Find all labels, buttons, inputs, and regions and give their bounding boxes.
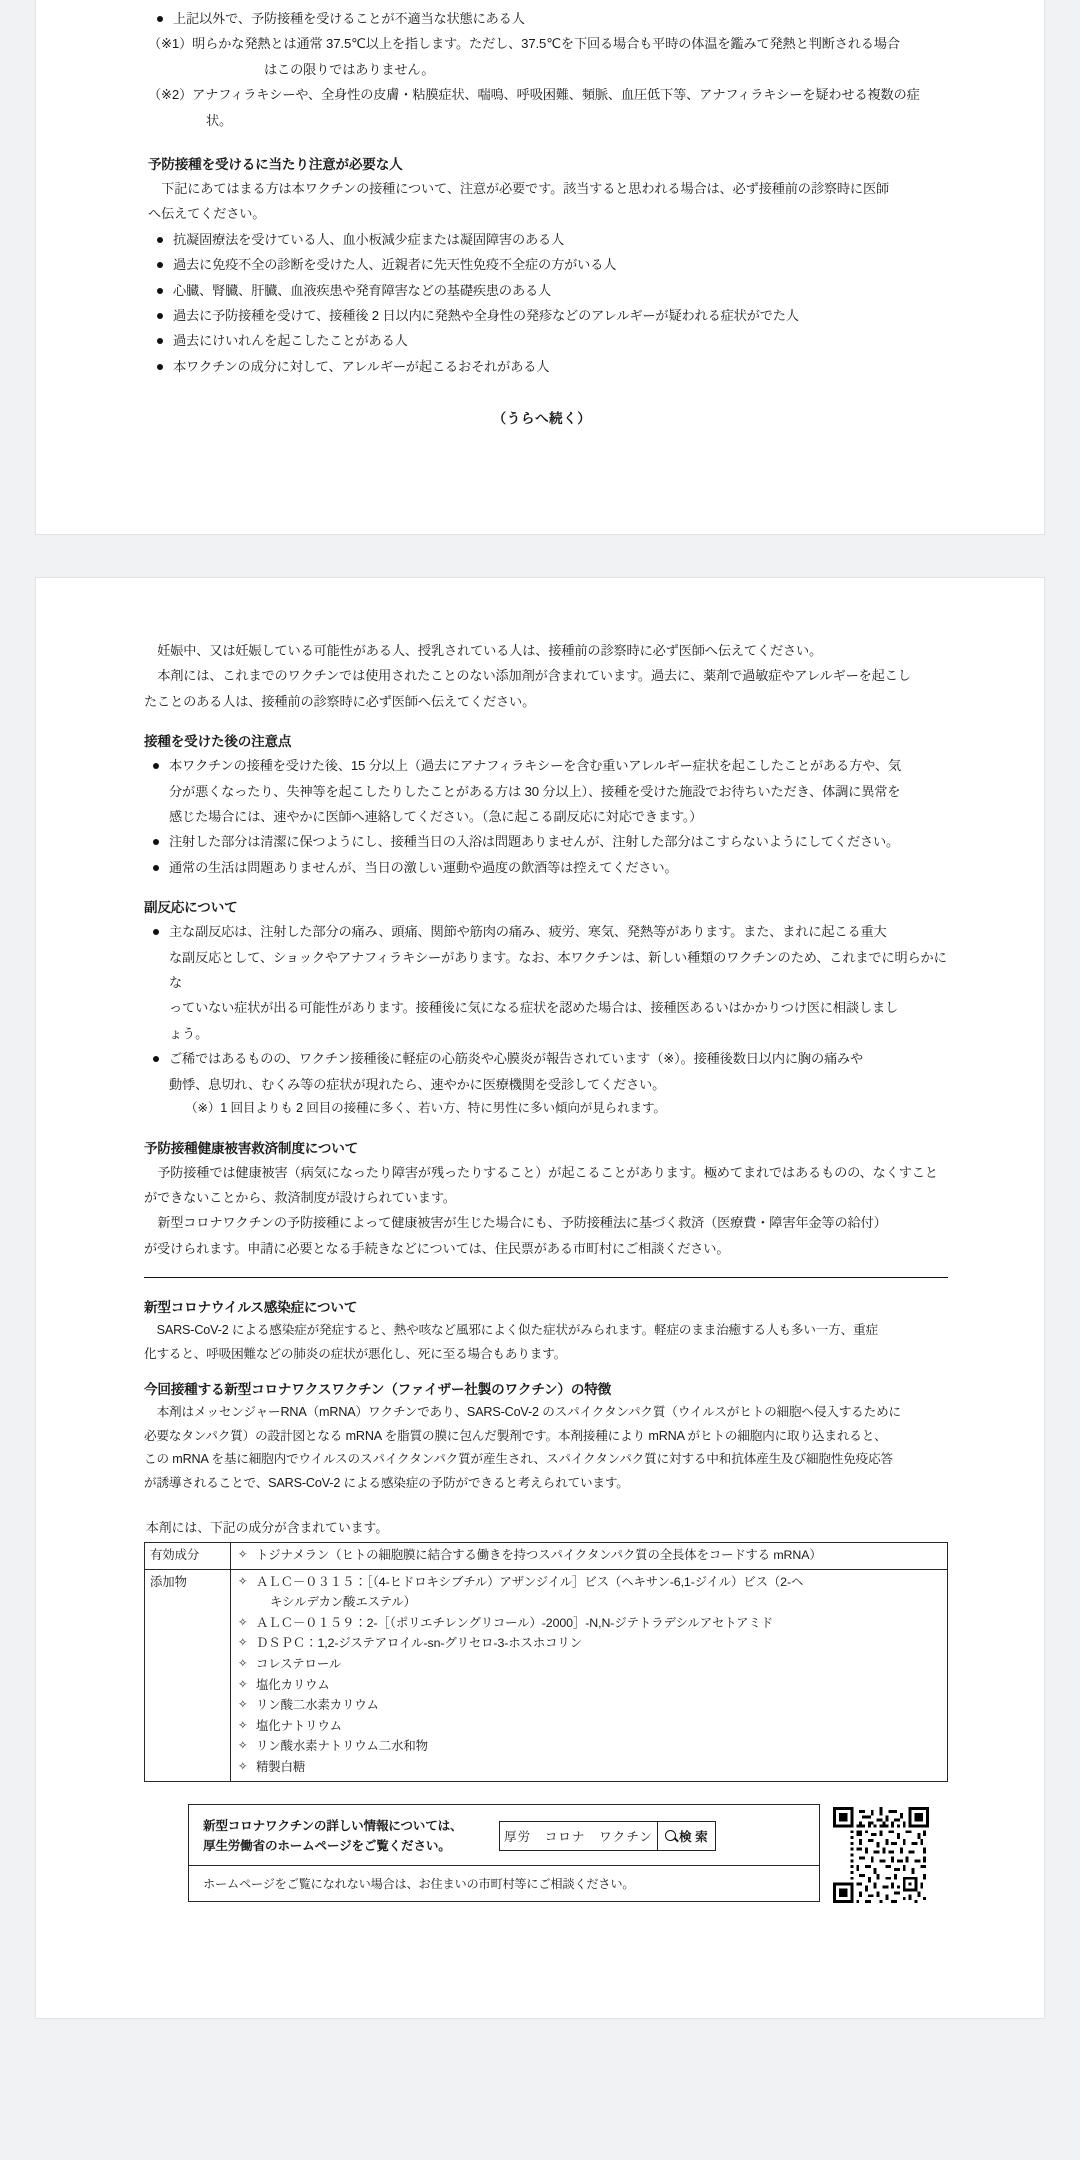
ingredient-item xyxy=(237,1613,943,1634)
list-item xyxy=(148,252,936,277)
ingredient-text: リン酸二水素カリウム xyxy=(256,1698,379,1713)
unsuitable-condition-list xyxy=(148,6,936,31)
ingredient-item xyxy=(237,1716,943,1737)
ingredient-item xyxy=(237,1654,943,1675)
table-row xyxy=(145,1543,948,1569)
list-item-text: 心臓、腎臓、肝臓、血液疾患や発育障害などの基礎疾患のある人 xyxy=(173,282,552,298)
section-heading-about-covid: 新型コロナウイルス感染症について xyxy=(144,1300,358,1316)
table-cell-label: 添加物 xyxy=(145,1569,231,1781)
ingredient-text: 精製白糖 xyxy=(256,1759,306,1774)
ingredient-item: ✧ トジナメラン（ヒトの細胞膜に結合する働きを持つスパイクタンパク質の全長体をコードする mRNA） xyxy=(237,1545,943,1565)
search-input[interactable]: 厚労 コロナ ワクチン xyxy=(500,1822,658,1850)
list-item xyxy=(148,328,936,353)
list-item-text: 本ワクチンの接種を受けた後、15 分以上（過去にアナフィラキシーを含む重いアレルギー症状を起こしたことがある方や、気 xyxy=(169,758,901,774)
document-page-2 xyxy=(36,578,1044,2018)
list-item-text: 感じた場合には、速やかに医師へ連絡してください。（急に起こる副反応に対応できます。） xyxy=(169,809,703,825)
search-widget[interactable] xyxy=(499,1821,716,1851)
list-item-text: 本ワクチンの成分に対して、アレルギーが起こるおそれがある人 xyxy=(173,358,550,374)
ingredient-item xyxy=(237,1695,943,1716)
ingredients-table xyxy=(144,1542,948,1781)
after-vaccination-list xyxy=(144,753,948,880)
about-covid-line-2: 化すると、呼吸困難などの肺炎の症状が悪化し、死に至る場合もあります。 xyxy=(144,1346,567,1361)
continued-overleaf-note: （うらへ続く） xyxy=(492,411,592,427)
footnote-text-line-1: アナフィラキシーや、全身性の皮膚・粘膜症状、喘鳴、呼吸困難、頻脈、血圧低下等、アナフィラキシーを疑わせる複数の症状。 xyxy=(192,87,920,128)
table-cell-value xyxy=(231,1569,948,1781)
list-item-text: 抗凝固療法を受けている人、血小板減少症または凝固障害のある人 xyxy=(173,231,565,247)
list-item xyxy=(148,6,936,31)
footnote-marker: （※2） xyxy=(148,87,193,103)
about-vaccine-line-1: 本剤はメッセンジャーRNA（mRNA）ワクチンであり、SARS-CoV-2 のスパイクタンパク質（ウイルスがヒトの細胞へ侵入するために xyxy=(156,1405,901,1420)
qr-code[interactable] xyxy=(833,1807,929,1903)
list-item-text: 過去に免疫不全の診断を受けた人、近親者に先天性免疫不全症の方がいる人 xyxy=(173,257,617,273)
caution-bullet-list xyxy=(148,227,936,379)
list-item xyxy=(144,753,948,829)
magnifier-icon xyxy=(665,1830,676,1841)
list-item-text: 上記以外で、予防接種を受けることが不適当な状態にある人 xyxy=(173,11,525,26)
page-2-content xyxy=(36,578,1044,1942)
list-item-text: 過去にけいれんを起こしたことがある人 xyxy=(173,333,408,349)
ingredient-text: コレステロール xyxy=(256,1657,342,1671)
list-item xyxy=(148,227,936,252)
page-1-content xyxy=(36,0,1044,427)
table-cell-label: 有効成分 xyxy=(145,1543,231,1569)
list-item xyxy=(148,278,936,303)
list-item-text: 過去に予防接種を受けて、接種後 2 日以内に発熱や全身性の発疹などのアレルギーが疑われる症状がでた人 xyxy=(173,308,799,324)
ministry-info-line-1: 新型コロナワクチンの詳しい情報については、 xyxy=(203,1818,463,1833)
ingredient-text: ＤＳＰＣ：1,2-ジステアロイル-sn-グリセロ-3-ホスホコリン xyxy=(256,1636,583,1651)
ingredient-item xyxy=(237,1757,943,1778)
list-item-text: ょう。 xyxy=(169,1025,209,1041)
ingredients-table-caption: 本剤には、下記の成分が含まれています。 xyxy=(146,1520,389,1536)
list-item-text: 通常の生活は問題ありませんが、当日の激しい運動や過度の飲酒等は控えてください。 xyxy=(169,859,678,875)
ingredient-item xyxy=(237,1736,943,1757)
pregnancy-note-line-2: 本剤には、これまでのワクチンでは使用されたことのない添加剤が含まれています。過去に、薬剤で過敏症やアレルギーを起こし xyxy=(157,668,911,684)
pregnancy-note-line-1: 妊娠中、又は妊娠している可能性がある人、授乳されている人は、接種前の診察時に必ず医師へ伝えてください。 xyxy=(157,643,823,658)
section-heading-after-vaccination: 接種を受けた後の注意点 xyxy=(144,734,292,750)
about-covid-line-1: SARS-CoV-2 による感染症が発症すると、熱や咳など風邪によく似た症状がみられます。軽症のまま治癒する人も多い一方、重症 xyxy=(156,1323,878,1338)
section-heading-caution-needed: 予防接種を受けるに当たり注意が必要な人 xyxy=(148,157,403,173)
list-item xyxy=(144,1046,948,1120)
ministry-info-line-2: 厚生労働省のホームページをご覧ください。 xyxy=(203,1838,451,1853)
list-item xyxy=(144,829,948,854)
list-item-text: 主な副反応は、注射した部分の痛み、頭痛、関節や筋肉の痛み、疲労、寒気、発熱等があります。また、まれに起こる重大 xyxy=(169,924,887,940)
section-heading-relief-system: 予防接種健康被害救済制度について xyxy=(144,1140,359,1156)
section-heading-side-effects: 副反応について xyxy=(144,900,238,916)
table-row xyxy=(145,1569,948,1781)
ingredient-item xyxy=(237,1572,943,1613)
ingredient-item xyxy=(237,1675,943,1696)
list-item xyxy=(148,303,936,328)
list-item xyxy=(144,919,948,1046)
table-cell-value xyxy=(231,1543,948,1569)
list-item xyxy=(148,354,936,379)
list-item xyxy=(144,855,948,880)
ministry-info-top-row xyxy=(189,1805,819,1866)
relief-para-1-line-1: 予防接種では健康被害（病気になったり障害が残ったりすること）が起こることがあります。極めてまれではあるものの、なくすこと xyxy=(157,1164,938,1180)
ingredient-text-cont: キシルデカン酸エステル） xyxy=(270,1595,416,1610)
footnote-text-line-1: 明らかな発熱とは通常 37.5℃以上を指します。ただし、37.5℃を下回る場合も平時の体温を鑑みて発熱と判断される場合 xyxy=(192,36,900,52)
side-effects-list xyxy=(144,919,948,1120)
footnote-2 xyxy=(148,82,936,133)
viewport-bottom-space xyxy=(0,2018,1080,2148)
caution-intro-line-1: 下記にあてはまる方は本ワクチンの接種について、注意が必要です。該当すると思われる場合は、必ず接種前の診察時に医師 xyxy=(161,181,890,197)
section-heading-about-vaccine: 今回接種する新型コロナワクスワクチン（ファイザー社製のワクチン）の特徴 xyxy=(144,1382,612,1398)
ingredient-text: 塩化カリウム xyxy=(256,1677,330,1692)
ingredient-item xyxy=(237,1633,943,1654)
footnote-1 xyxy=(148,31,936,82)
ingredient-text: ＡＬＣ－０１５９：2-［（ポリエチレングリコール）-2000］-N,N-ジテトラデシルアセトアミド xyxy=(256,1615,774,1630)
additives-list xyxy=(237,1572,943,1778)
ministry-info-box xyxy=(188,1804,820,1902)
relief-para-2-line-1: 新型コロナワクチンの予防接種によって健康被害が生じた場合にも、予防接種法に基づく救済（医療費・障害年金等の給付） xyxy=(157,1215,887,1231)
ministry-info-bottom-note: ホームページをご覧になれない場合は、お住まいの市町村等にご相談ください。 xyxy=(203,1876,635,1891)
document-page-1 xyxy=(36,0,1044,534)
caution-intro-line-2: へ伝えてください。 xyxy=(148,206,266,222)
about-vaccine-line-3: この mRNA を基に細胞内でウイルスのスパイクタンパク質が産生され、スパイクタンパク質に対する中和抗体産生及び細胞性免疫応答 xyxy=(144,1452,894,1467)
list-item-text: 分が悪くなったり、失神等を起こしたりしたことがある方は 30 分以上）、接種を受けた施設でお待ちいただき、体調に異常を xyxy=(169,783,901,799)
list-item-text: ご稀ではあるものの、ワクチン接種後に軽症の心筋炎や心膜炎が報告されています（※）。接種後数日以内に胸の痛みや xyxy=(169,1051,864,1067)
ministry-info-text xyxy=(203,1816,493,1856)
search-button[interactable] xyxy=(658,1822,715,1850)
side-effect-subnote: （※）1 回目よりも 2 回目の接種に多く、若い方、特に男性に多い傾向が見られます。 xyxy=(185,1101,666,1116)
ingredient-text: ＡＬＣ－０３１５：［（4-ヒドロキシブチル）アザンジイル］ビス（ヘキサン-6,1-ジイル）ビス（2-ヘ xyxy=(256,1574,804,1589)
pregnancy-note-line-3: たことのある人は、接種前の診察時に必ず医師へ伝えてください。 xyxy=(144,693,536,709)
list-item-text: 動悸、息切れ、むくみ等の症状が現れたら、速やかに医療機関を受診してください。 xyxy=(169,1076,666,1092)
ingredient-text: リン酸水素ナトリウム二水和物 xyxy=(256,1739,428,1754)
footnote-text-line-2: はこの限りではありません。 xyxy=(264,61,435,77)
about-vaccine-line-2: 必要なタンパク質）の設計図となる mRNA を脂質の膜に包んだ製剤です。本剤接種により mRNA がヒトの細胞内に取り込まれると、 xyxy=(144,1428,887,1443)
relief-para-2-line-2: が受けられます。申請に必要となる手続きなどについては、住民票がある市町村にご相談ください。 xyxy=(144,1240,730,1256)
page-break-gap xyxy=(0,534,1080,578)
search-button-label: 検 索 xyxy=(679,1830,708,1845)
qr-code-icon xyxy=(833,1807,929,1903)
list-item-text: な副反応として、ショックやアナフィラキシーがあります。なお、本ワクチンは、新しい種類のワクチンのため、これまでに明らかにな xyxy=(169,949,947,991)
relief-para-1-line-2: ができないことから、救済制度が設けられています。 xyxy=(144,1190,456,1205)
about-vaccine-line-4: が誘導されることで、SARS-CoV-2 による感染症の予防ができると考えられています。 xyxy=(144,1475,629,1490)
list-item-text: 注射した部分は清潔に保つようにし、接種当日の入浴は問題ありませんが、注射した部分はこすらないようにしてください。 xyxy=(169,834,900,850)
ingredient-text: 塩化ナトリウム xyxy=(256,1718,342,1733)
section-divider xyxy=(144,1277,948,1278)
list-item-text: っていない症状が出る可能性があります。接種後に気になる症状を認めた場合は、接種医あるいはかかりつけ医に相談しまし xyxy=(169,1000,899,1016)
footnote-marker: （※1） xyxy=(148,36,193,52)
